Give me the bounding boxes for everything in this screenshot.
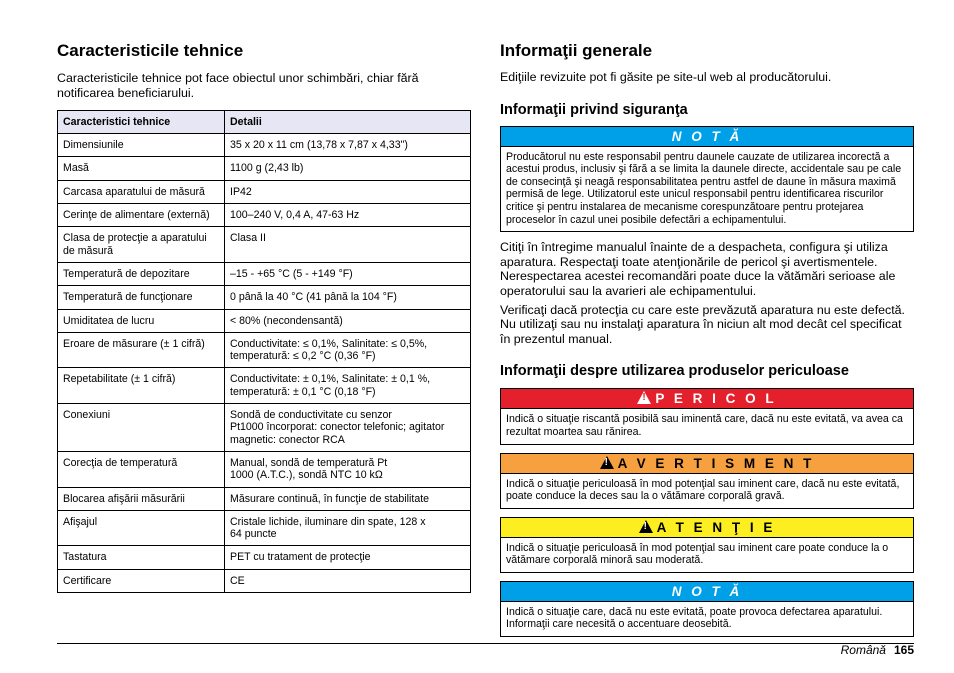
table-row — [58, 286, 471, 309]
spec-name-cell: Conexiuni — [58, 404, 225, 452]
spec-name-cell: Eroare de măsurare (± 1 cifră) — [58, 332, 225, 368]
table-row — [58, 546, 471, 569]
table-row — [58, 368, 471, 404]
spec-value-cell: PET cu tratament de protecţie — [225, 546, 471, 569]
warning-text: Indică o situaţie periculoasă în mod potenţial sau iminent care, dacă nu este evitată, poate conduce la deces sau la o vătămare corporală gravă. — [506, 477, 900, 503]
danger-header — [501, 389, 913, 409]
spec-value-cell: Conductivitate: ≤ 0,1%, Salinitate: ≤ 0,5%, temperatură: ≤ 0,2 °C (0,36 °F) — [225, 332, 471, 368]
hazard-title: Informaţii despre utilizarea produselor periculoase — [500, 363, 849, 380]
specs-table — [57, 110, 471, 593]
spec-name-cell: Corecţia de temperatură — [58, 451, 225, 487]
spec-value-cell: 0 până la 40 °C (41 până la 104 °F) — [225, 286, 471, 309]
caution-header — [501, 518, 913, 538]
danger-text: Indică o situaţie riscantă posibilă sau iminentă care, dacă nu este evitată, va avea ca rezultat moartea sau rănirea. — [506, 413, 903, 438]
note-label-1: N O T Ă — [501, 127, 913, 147]
page-footer — [841, 643, 914, 657]
spec-value-cell: Conductivitate: ± 0,1%, Salinitate: ± 0,1 %, temperatură: ± 0,1 °C (0,18 °F) — [225, 368, 471, 404]
note-text-2: Indică o situaţie care, dacă nu este evitată, poate provoca defectarea aparatului. Informaţii care necesită o accentuare deosebită. — [506, 605, 883, 631]
table-row — [58, 332, 471, 368]
technical-intro: Caracteristicile tehnice pot face obiectul unor schimbări, chiar fără notificarea beneficiarului. — [57, 71, 419, 100]
spec-name-cell: Tastatura — [58, 546, 225, 569]
table-row — [58, 204, 471, 227]
section-title-technical: Caracteristicile tehnice — [57, 41, 244, 60]
table-row — [58, 451, 471, 487]
spec-name-cell: Repetabilitate (± 1 cifră) — [58, 368, 225, 404]
table-row — [58, 404, 471, 452]
table-row — [58, 569, 471, 592]
spec-name-cell: Certificare — [58, 569, 225, 592]
table-row — [58, 157, 471, 180]
note-box-2 — [500, 581, 914, 637]
table-row — [58, 510, 471, 546]
warning-box — [500, 453, 914, 509]
spec-value-cell: Manual, sondă de temperatură Pt 1000 (A.T.C.), sondă NTC 10 kΩ — [225, 451, 471, 487]
spec-value-cell: Cristale lichide, iluminare din spate, 128 x 64 puncte — [225, 510, 471, 546]
spec-name-cell: Dimensiunile — [58, 134, 225, 157]
caution-label: A T E N Ţ I E — [656, 519, 776, 535]
right-column — [500, 40, 914, 637]
footer-rule — [57, 643, 914, 644]
note-label-2: N O T Ă — [501, 582, 913, 602]
warning-header — [501, 454, 913, 474]
note-box-1 — [500, 126, 914, 233]
danger-label: P E R I C O L — [655, 391, 777, 407]
table-row — [58, 487, 471, 510]
spec-value-cell: CE — [225, 569, 471, 592]
table-row — [58, 180, 471, 203]
specs-header-details: Detalii — [225, 111, 471, 134]
spec-value-cell: IP42 — [225, 180, 471, 203]
caution-text: Indică o situaţie periculoasă în mod potenţial sau iminent care poate conduce la o vătămare corporală minoră sau moderată. — [506, 541, 889, 567]
spec-name-cell: Clasa de protecţie a aparatului de măsură — [58, 227, 225, 263]
note-text-1: Producătorul nu este responsabil pentru daunele cauzate de utilizarea incorectă a acestui produs, inclusiv şi fără a se limita la daunele directe, accidentale sau pe cale de consecinţă şi neagă responsabilitatea pentru astfel de daune în măsura maximă permisă de lege. Utilizatorul este unicul responsabil pentru identificarea riscurilor critice şi pentru instalarea de mecanisme corespunzătoare pentru protejarea proceselor în cazul unei posibile defectări a echipamentului. — [506, 150, 902, 226]
general-intro: Ediţiile revizuite pot fi găsite pe site-ul web al producătorului. — [500, 70, 832, 84]
spec-value-cell: Clasa II — [225, 227, 471, 263]
spec-name-cell: Carcasa aparatului de măsură — [58, 180, 225, 203]
warning-triangle-icon — [600, 456, 614, 469]
caution-box — [500, 517, 914, 573]
safety-paragraph-2: Verificaţi dacă protecţia cu care este prevăzută aparatura nu este defectă. Nu utilizaţi sau nu instalaţi aparatura în niciun alt mod decât cel specificat în prezentul manual. — [500, 302, 906, 346]
spec-value-cell: –15 - +65 °C (5 - +149 °F) — [225, 262, 471, 285]
spec-value-cell: Măsurare continuă, în funcţie de stabilitate — [225, 487, 471, 510]
section-title-general: Informaţii generale — [500, 41, 653, 60]
spec-name-cell: Temperatură de funcţionare — [58, 286, 225, 309]
page-number: 165 — [893, 643, 914, 657]
spec-name-cell: Cerinţe de alimentare (externă) — [58, 204, 225, 227]
table-row — [58, 262, 471, 285]
warning-triangle-icon — [637, 391, 651, 404]
table-row — [58, 134, 471, 157]
left-column — [57, 40, 471, 593]
table-row — [58, 309, 471, 332]
spec-name-cell: Umiditatea de lucru — [58, 309, 225, 332]
safety-paragraph-1: Citiţi în întregime manualul înainte de a despacheta, configura şi utiliza aparatura. Respectaţi toate atenţionările de pericol şi avertismentele. Nerespectarea acestei recomandări poate duce la vătămări serioase ale operatorului sau la avarieri ale echipamentului. — [500, 240, 896, 298]
warning-label: A V E R T I S M E N T — [617, 455, 815, 471]
specs-header-characteristic: Caracteristici tehnice — [58, 111, 225, 134]
spec-value-cell: < 80% (necondensantă) — [225, 309, 471, 332]
spec-value-cell: 1100 g (2,43 lb) — [225, 157, 471, 180]
spec-name-cell: Blocarea afişării măsurării — [58, 487, 225, 510]
table-row — [58, 227, 471, 263]
warning-triangle-icon — [639, 520, 653, 533]
specs-header-row — [58, 111, 471, 134]
footer-language: Română — [840, 643, 886, 657]
safety-title: Informaţii privind siguranţa — [500, 101, 688, 118]
spec-name-cell: Temperatură de depozitare — [58, 262, 225, 285]
spec-name-cell: Masă — [58, 157, 225, 180]
spec-value-cell: 35 x 20 x 11 cm (13,78 x 7,87 x 4,33") — [225, 134, 471, 157]
spec-value-cell: Sondă de conductivitate cu senzor Pt1000 încorporat: conector telefonic; agitator magnetic: conector RCA — [225, 404, 471, 452]
spec-name-cell: Afişajul — [58, 510, 225, 546]
danger-box — [500, 388, 914, 444]
spec-value-cell: 100–240 V, 0,4 A, 47-63 Hz — [225, 204, 471, 227]
specs-body — [58, 134, 471, 593]
